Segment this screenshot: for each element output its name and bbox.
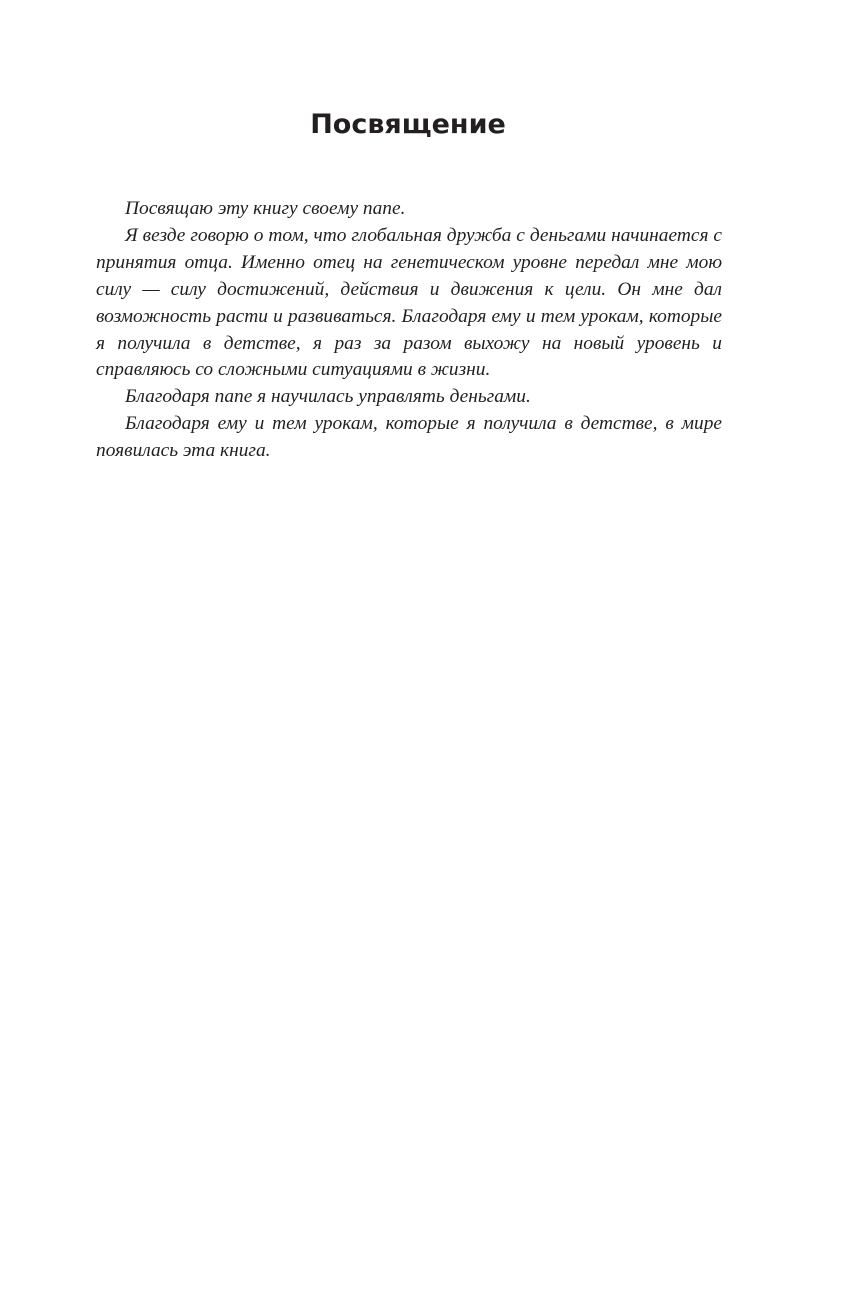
paragraph: Благодаря ему и тем урокам, которые я получила в детстве, в мире появилась эта книга. <box>96 413 722 462</box>
paragraph: Благодаря папе я научилась управлять деньгами. <box>125 386 531 408</box>
paragraph: Посвящаю эту книгу своему папе. <box>125 198 406 219</box>
page-title: Посвящение <box>310 109 506 140</box>
dedication-text <box>96 196 722 465</box>
paragraph: Я везде говорю о том, что глобальная дружба с деньгами начинается с принятия отца. Именно отец на генетическом уровне передал мне мою силу — силу достижений, действия и движения к цели. Он мне дал возможность расти и развиваться. Благодаря ему и тем урокам, которые я получила в детстве, я раз за разом выхожу на новый уровень и справляюсь со сложными ситуациями в жизни. <box>96 224 722 381</box>
